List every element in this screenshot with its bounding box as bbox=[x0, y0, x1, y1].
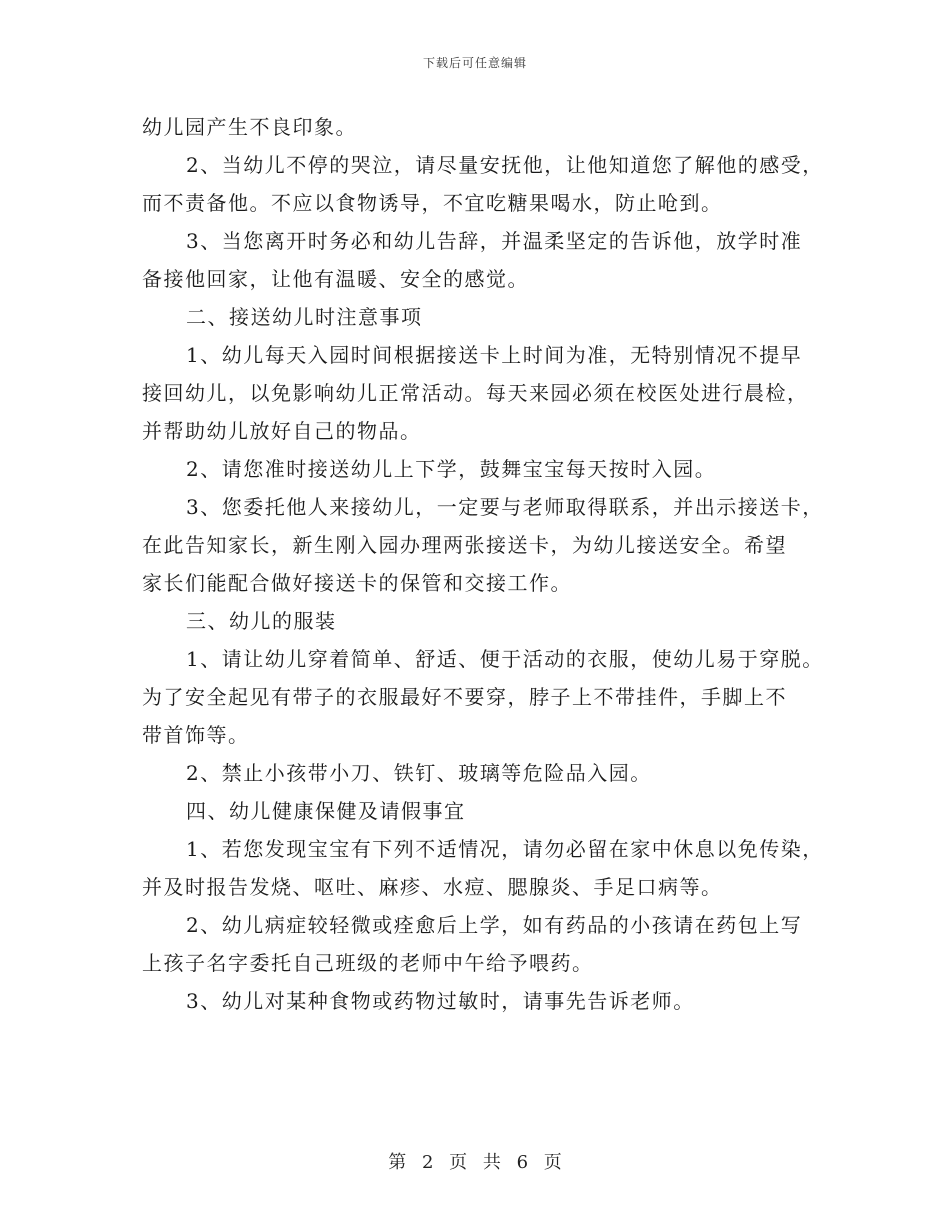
text-line: 而不责备他。不应以食物诱导，不宜吃糖果喝水，防止呛到。 bbox=[142, 191, 723, 215]
text-line: 1、若您发现宝宝有下列不适情况，请勿必留在家中休息以免传染， bbox=[186, 837, 824, 861]
text-line: 在此告知家长，新生刚入园办理两张接送卡，为幼儿接送安全。希望 bbox=[142, 533, 787, 557]
text-line: 并帮助幼儿放好自己的物品。 bbox=[142, 419, 422, 443]
text-line: 备接他回家，让他有温暖、安全的感觉。 bbox=[142, 267, 529, 291]
section-heading: 四、幼儿健康保健及请假事宜 bbox=[186, 799, 466, 823]
page-footer-suffix: 页 bbox=[543, 1152, 562, 1173]
text-line: 1、幼儿每天入园时间根据接送卡上时间为准，无特别情况不提早 bbox=[186, 343, 803, 367]
text-line: 3、幼儿对某种食物或药物过敏时，请事先告诉老师。 bbox=[186, 989, 695, 1013]
text-line: 2、禁止小孩带小刀、铁钉、玻璃等危险品入园。 bbox=[186, 761, 652, 785]
text-line: 2、当幼儿不停的哭泣，请尽量安抚他，让他知道您了解他的感受， bbox=[186, 153, 824, 177]
text-line: 并及时报告发烧、呕吐、麻疹、水痘、腮腺炎、手足口病等。 bbox=[142, 875, 723, 899]
page-footer bbox=[0, 1148, 950, 1174]
page-footer-total-label: 共 bbox=[482, 1152, 501, 1173]
text-line: 接回幼儿，以免影响幼儿正常活动。每天来园必须在校医处进行晨检， bbox=[142, 381, 809, 405]
text-line: 幼儿园产生不良印象。 bbox=[142, 115, 357, 139]
text-line: 1、请让幼儿穿着简单、舒适、便于活动的衣服，使幼儿易于穿脱。 bbox=[186, 647, 824, 671]
text-line: 2、幼儿病症较轻微或痊愈后上学，如有药品的小孩请在药包上写 bbox=[186, 913, 803, 937]
document-body bbox=[142, 108, 822, 1020]
page-header: 下载后可任意编辑 bbox=[422, 56, 527, 70]
page-footer-middle: 页 bbox=[449, 1152, 468, 1173]
text-line: 3、当您离开时务必和幼儿告辞，并温柔坚定的告诉他，放学时准 bbox=[186, 229, 803, 253]
text-line: 为了安全起见有带子的衣服最好不要穿，脖子上不带挂件，手脚上不 bbox=[142, 685, 787, 709]
page-footer-prefix: 第 bbox=[388, 1152, 407, 1173]
text-line: 带首饰等。 bbox=[142, 723, 250, 747]
page-number: 2 bbox=[421, 1152, 434, 1173]
section-heading: 二、接送幼儿时注意事项 bbox=[186, 305, 423, 329]
text-line: 3、您委托他人来接幼儿，一定要与老师取得联系，并出示接送卡， bbox=[186, 495, 824, 519]
text-line: 家长们能配合做好接送卡的保管和交接工作。 bbox=[142, 571, 572, 595]
text-line: 2、请您准时接送幼儿上下学，鼓舞宝宝每天按时入园。 bbox=[186, 457, 717, 481]
section-heading: 三、幼儿的服装 bbox=[186, 609, 337, 633]
text-line: 上孩子名字委托自己班级的老师中午给予喂药。 bbox=[142, 951, 594, 975]
page-total: 6 bbox=[516, 1152, 529, 1173]
